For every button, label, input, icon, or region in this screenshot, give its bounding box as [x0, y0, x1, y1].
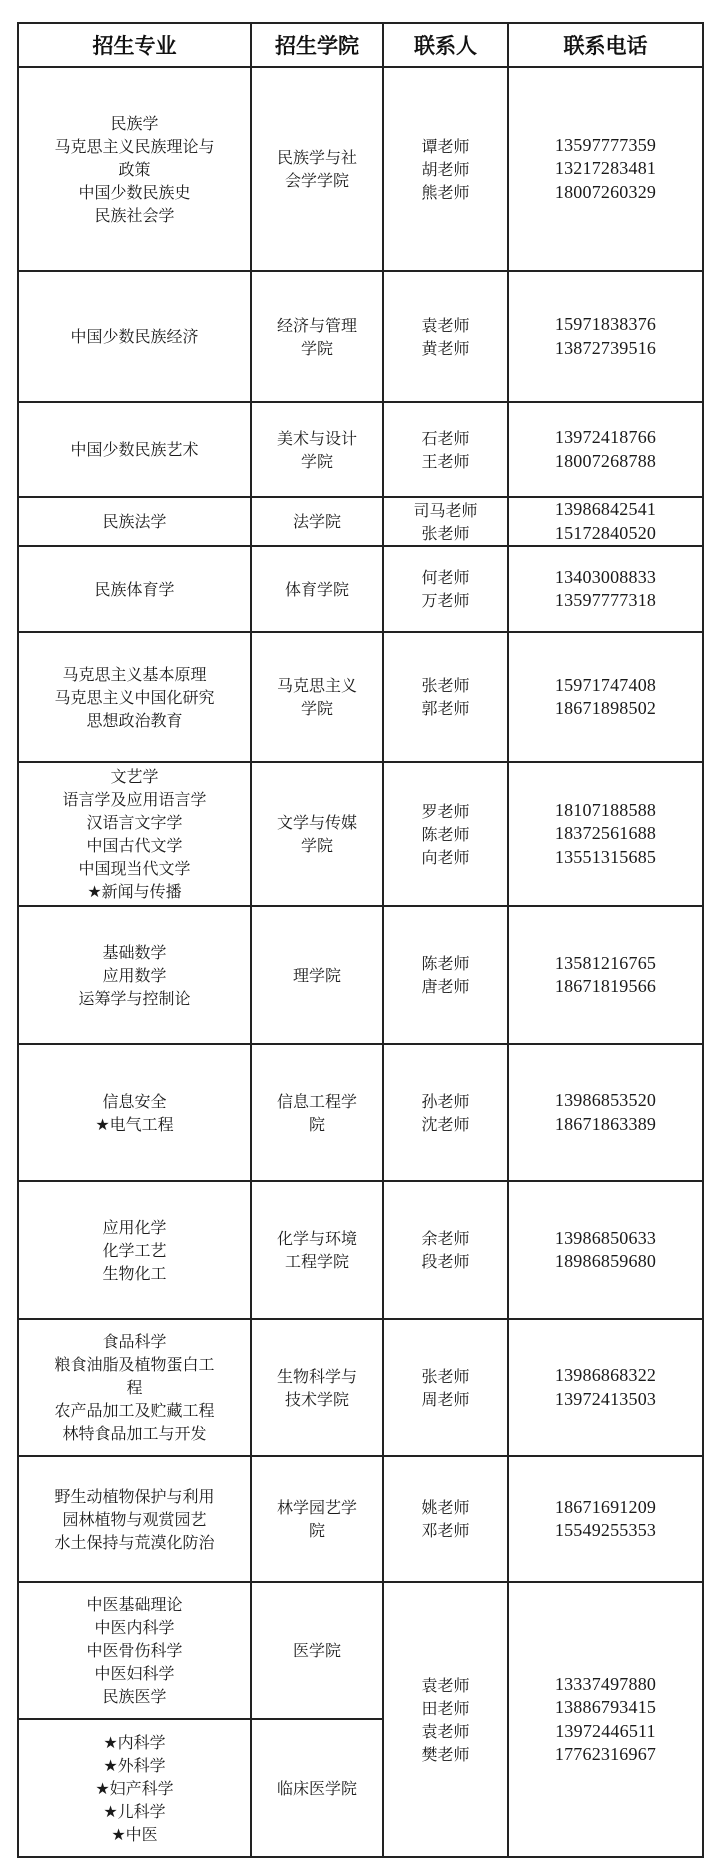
college-cell	[251, 906, 383, 1044]
contact-cell	[383, 546, 508, 632]
major-cell-line: 马克思主义基本原理	[62, 664, 207, 684]
major-cell-line: 林特食品加工与开发	[62, 1424, 207, 1443]
contact-cell-line: 张老师	[421, 1366, 470, 1386]
contact-cell-line: 向老师	[421, 847, 470, 867]
major-cell	[18, 67, 251, 271]
college-cell-line: 学院	[300, 338, 333, 358]
major-cell-line: 中医内科学	[94, 1618, 175, 1637]
phone-cell	[508, 497, 703, 546]
college-cell-line: 学院	[300, 836, 333, 855]
contact-cell-line: 段老师	[421, 1252, 470, 1271]
major-cell-line: 马克思主义民族理论与	[54, 136, 215, 156]
college-cell	[251, 402, 383, 497]
contact-cell-line: 熊老师	[421, 182, 470, 202]
contact-cell-line: 司马老师	[413, 500, 478, 520]
table-row	[18, 402, 703, 497]
contact-cell	[383, 402, 508, 497]
phone-cell	[508, 67, 703, 271]
contact-cell-line: 何老师	[421, 568, 470, 587]
header-major: 招生专业	[18, 23, 251, 67]
college-cell	[251, 632, 383, 762]
college-cell-line: 法学院	[292, 512, 341, 531]
major-cell-line: 野生动植物保护与利用	[54, 1486, 215, 1506]
contact-cell-line: 郭老师	[421, 699, 470, 718]
table-row	[18, 1582, 703, 1719]
college-cell	[251, 762, 383, 906]
contact-cell-line: 余老师	[421, 1229, 470, 1248]
contact-cell-line: 樊老师	[421, 1744, 470, 1764]
major-cell-line: 中国少数民族经济	[70, 327, 199, 346]
major-cell-line: ★中医	[111, 1824, 158, 1844]
phone-cell-line: 18986859680	[554, 1251, 657, 1271]
major-cell-line: 中国少数民族艺术	[70, 440, 199, 459]
major-cell-line: ★新闻与传播	[87, 882, 182, 901]
contact-cell-line: 黄老师	[421, 338, 470, 358]
major-cell	[18, 1582, 251, 1719]
phone-cell-line: 18671691209	[554, 1496, 657, 1517]
college-cell-line: 医学院	[292, 1641, 341, 1660]
table-row	[18, 1319, 703, 1456]
major-cell	[18, 1319, 251, 1456]
college-cell-line: 会学学院	[284, 171, 349, 190]
contact-cell-line: 谭老师	[421, 136, 470, 156]
major-cell-line: 信息安全	[102, 1091, 167, 1111]
college-cell-line: 技术学院	[284, 1389, 349, 1409]
phone-cell-line: 13597777359	[554, 134, 657, 155]
major-cell-line: 中国现当代文学	[78, 859, 191, 878]
phone-cell-line: 17762316967	[554, 1744, 657, 1764]
major-cell-line: 化学工艺	[102, 1240, 167, 1260]
major-cell-line: 园林植物与观赏园艺	[62, 1509, 207, 1529]
contact-cell	[383, 1319, 508, 1456]
contact-cell	[383, 1456, 508, 1582]
phone-cell-line: 18007260329	[554, 181, 657, 202]
major-cell	[18, 632, 251, 762]
contact-cell	[383, 1181, 508, 1319]
table-row	[18, 906, 703, 1044]
phone-cell-line: 13986868322	[554, 1365, 657, 1385]
phone-cell	[508, 906, 703, 1044]
phone-cell-line: 13972413503	[554, 1388, 657, 1409]
phone-cell	[508, 402, 703, 497]
phone-cell-line: 13972446511	[555, 1720, 656, 1741]
phone-cell-line: 13972418766	[554, 427, 657, 447]
table-row	[18, 632, 703, 762]
college-cell	[251, 1582, 383, 1719]
contact-cell-line: 姚老师	[421, 1498, 470, 1517]
major-cell-line: 中医妇科学	[94, 1664, 175, 1683]
contact-cell-line: 袁老师	[421, 315, 470, 335]
phone-cell-line: 18671819566	[554, 976, 657, 996]
contact-cell	[383, 497, 508, 546]
major-cell-line: 中医骨伤科学	[86, 1641, 183, 1660]
contact-cell-line: 罗老师	[421, 801, 470, 821]
table-row	[18, 497, 703, 546]
major-cell-line: ★内科学	[103, 1732, 166, 1752]
phone-cell	[508, 632, 703, 762]
phone-cell-line: 13217283481	[554, 158, 657, 179]
college-cell-line: 工程学院	[284, 1252, 349, 1271]
college-cell-line: 经济与管理	[276, 315, 357, 335]
contact-cell	[383, 1582, 508, 1857]
college-cell-line: 民族学与社	[276, 148, 357, 167]
major-cell-line: 应用化学	[102, 1217, 167, 1237]
major-cell-line: 文艺学	[110, 767, 159, 786]
college-cell	[251, 497, 383, 546]
major-cell-line: ★外科学	[103, 1755, 166, 1775]
major-cell-line: 食品科学	[102, 1332, 167, 1351]
table-row	[18, 546, 703, 632]
contact-cell	[383, 271, 508, 402]
major-cell-line: 汉语言文字学	[86, 813, 183, 832]
major-cell	[18, 906, 251, 1044]
phone-cell-line: 18107188588	[554, 799, 657, 820]
major-cell-line: 民族法学	[102, 512, 167, 531]
phone-cell	[508, 546, 703, 632]
major-cell-line: 语言学及应用语言学	[62, 790, 207, 809]
phone-cell-line: 13581216765	[554, 952, 657, 973]
major-cell-line: 基础数学	[102, 942, 167, 962]
major-cell-line: 中国少数民族史	[78, 182, 191, 202]
college-cell-line: 院	[308, 1114, 325, 1134]
contact-cell-line: 沈老师	[421, 1114, 470, 1134]
major-cell-line: 民族学	[110, 113, 159, 133]
contacts-table	[17, 22, 704, 1858]
contact-cell	[383, 1044, 508, 1181]
phone-cell-line: 13886793415	[554, 1697, 657, 1717]
major-cell	[18, 1456, 251, 1582]
contact-cell-line: 张老师	[421, 676, 470, 695]
major-cell-line: 运筹学与控制论	[78, 988, 191, 1008]
major-cell	[18, 762, 251, 906]
college-cell-line: 林学园艺学	[276, 1498, 357, 1517]
header-row	[18, 23, 703, 67]
major-cell	[18, 546, 251, 632]
college-cell-line: 生物科学与	[276, 1366, 357, 1386]
college-cell-line: 文学与传媒	[276, 813, 357, 832]
contact-cell-line: 田老师	[421, 1698, 470, 1718]
college-cell	[251, 1044, 383, 1181]
contact-cell-line: 邓老师	[421, 1521, 470, 1540]
major-cell-line: 生物化工	[102, 1263, 167, 1283]
major-cell-line: ★妇产科学	[95, 1778, 174, 1798]
college-cell-line: 学院	[300, 451, 333, 471]
major-cell-line: 民族医学	[102, 1687, 167, 1706]
college-cell	[251, 67, 383, 271]
contact-cell-line: 唐老师	[421, 977, 470, 996]
college-cell-line: 院	[308, 1521, 325, 1540]
phone-cell-line: 18007268788	[554, 450, 657, 471]
major-cell	[18, 402, 251, 497]
major-cell-line: 马克思主义中国化研究	[54, 687, 215, 707]
phone-cell-line: 13872739516	[554, 337, 657, 358]
phone-cell	[508, 1319, 703, 1456]
contact-cell-line: 周老师	[421, 1389, 470, 1409]
contact-cell-line: 孙老师	[421, 1091, 470, 1111]
college-cell	[251, 546, 383, 632]
phone-cell-line: 13551315685	[554, 846, 657, 867]
phone-cell	[508, 1181, 703, 1319]
major-cell	[18, 1181, 251, 1319]
contact-cell-line: 石老师	[421, 428, 470, 448]
major-cell-line: 农产品加工及贮藏工程	[54, 1401, 215, 1420]
contact-cell	[383, 67, 508, 271]
major-cell-line: 程	[126, 1378, 143, 1397]
college-cell	[251, 1456, 383, 1582]
phone-cell-line: 18671863389	[554, 1113, 657, 1134]
contact-cell-line: 陈老师	[421, 824, 470, 844]
major-cell-line: 中医基础理论	[86, 1595, 183, 1614]
college-cell-line: 马克思主义	[276, 676, 357, 695]
phone-cell-line: 13986842541	[554, 499, 657, 519]
phone-cell-line: 13337497880	[554, 1673, 657, 1694]
major-cell-line: 粮食油脂及植物蛋白工	[54, 1355, 215, 1374]
contact-cell-line: 张老师	[421, 523, 470, 543]
contact-cell	[383, 906, 508, 1044]
phone-cell-line: 18671898502	[554, 698, 657, 718]
contact-cell	[383, 632, 508, 762]
contact-cell	[383, 762, 508, 906]
major-cell-line: 中国古代文学	[86, 836, 183, 855]
phone-cell-line: 15172840520	[554, 522, 657, 543]
college-cell	[251, 1719, 383, 1857]
college-cell	[251, 271, 383, 402]
table-row	[18, 762, 703, 906]
college-cell-line: 体育学院	[284, 579, 349, 599]
college-cell	[251, 1181, 383, 1319]
phone-cell-line: 18372561688	[554, 823, 657, 844]
major-cell	[18, 497, 251, 546]
phone-cell	[508, 1044, 703, 1181]
major-cell-line: 民族体育学	[94, 579, 175, 599]
table-row	[18, 1044, 703, 1181]
college-cell-line: 化学与环境	[276, 1229, 357, 1248]
contact-cell-line: 袁老师	[421, 1675, 470, 1695]
major-cell-line: ★电气工程	[95, 1114, 174, 1134]
college-cell-line: 临床医学院	[276, 1778, 357, 1798]
phone-cell-line: 13986850633	[554, 1227, 657, 1248]
phone-cell-line: 15549255353	[554, 1520, 657, 1540]
phone-cell	[508, 1456, 703, 1582]
phone-cell-line: 13597777318	[554, 590, 657, 610]
major-cell-line: 思想政治教育	[86, 710, 183, 730]
college-cell-line: 学院	[300, 699, 333, 718]
college-cell-line: 信息工程学	[276, 1091, 357, 1111]
major-cell	[18, 1719, 251, 1857]
header-phone: 联系电话	[508, 23, 703, 67]
major-cell-line: 水土保持与荒漠化防治	[54, 1532, 215, 1552]
header-contact: 联系人	[383, 23, 508, 67]
phone-cell-line: 15971838376	[554, 314, 657, 334]
contact-cell-line: 袁老师	[421, 1721, 470, 1741]
contact-cell-line: 王老师	[421, 451, 470, 471]
major-cell	[18, 271, 251, 402]
table-row	[18, 271, 703, 402]
major-cell	[18, 1044, 251, 1181]
phone-cell	[508, 762, 703, 906]
college-cell-line: 美术与设计	[276, 428, 357, 448]
contact-cell-line: 万老师	[421, 591, 470, 610]
phone-cell-line: 15971747408	[554, 674, 657, 695]
phone-cell	[508, 271, 703, 402]
phone-cell-line: 13403008833	[554, 566, 657, 587]
major-cell-line: 应用数学	[102, 965, 167, 985]
table-row	[18, 67, 703, 271]
major-cell-line: 政策	[118, 159, 151, 179]
table-row	[18, 1181, 703, 1319]
table-row	[18, 1456, 703, 1582]
header-college: 招生学院	[251, 23, 383, 67]
phone-cell	[508, 1582, 703, 1857]
contact-cell-line: 胡老师	[421, 159, 470, 179]
college-cell	[251, 1319, 383, 1456]
major-cell-line: 民族社会学	[94, 205, 175, 225]
phone-cell-line: 13986853520	[554, 1090, 657, 1110]
major-cell-line: ★儿科学	[103, 1801, 166, 1821]
college-cell-line: 理学院	[292, 965, 341, 985]
contact-cell-line: 陈老师	[421, 954, 470, 973]
